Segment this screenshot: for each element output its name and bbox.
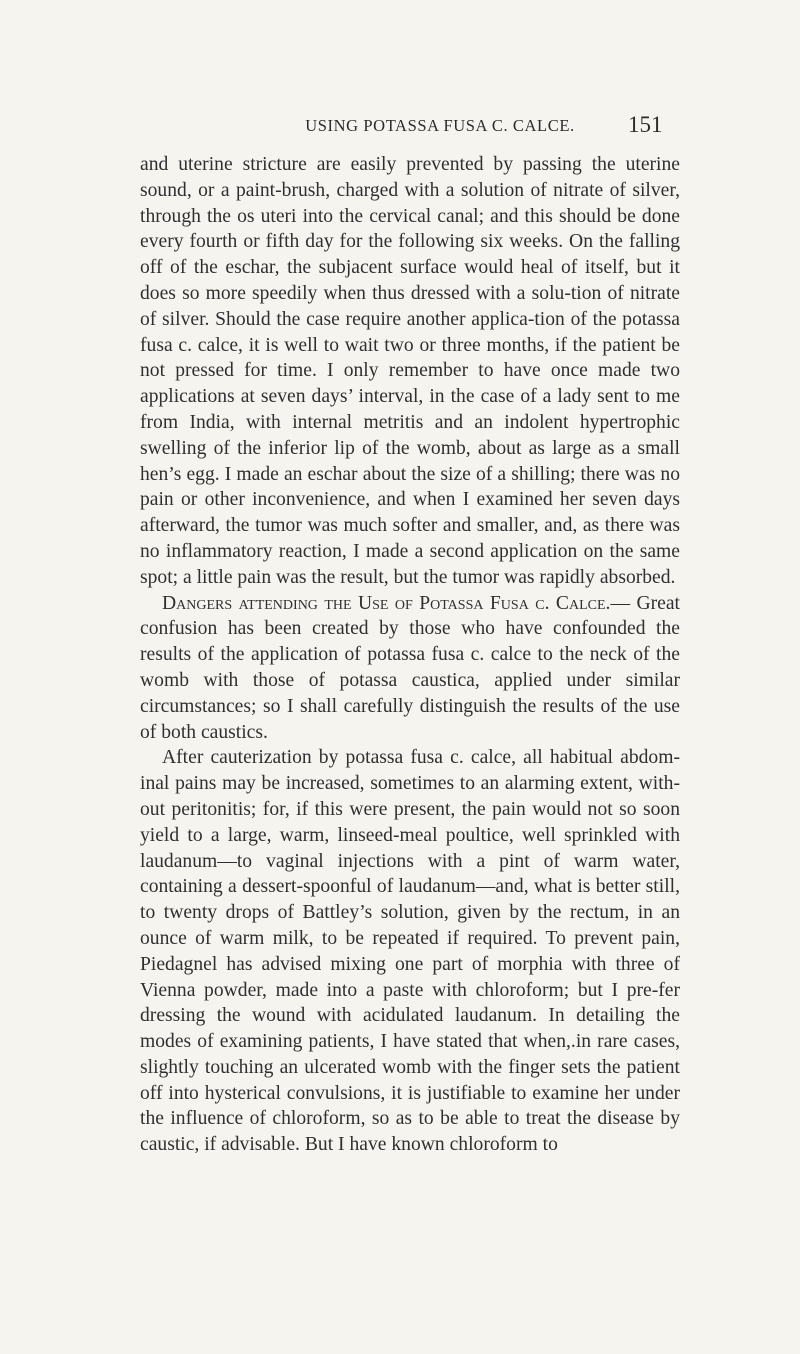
paragraph-continued: and uterine stricture are easily prevented by passing the uterine sound, or a paint-brush, charged with a solution of nitrate of silver, through the os uteri into the cervical canal; and this should be done every fourth or fifth day for the following six weeks. On the falling off of the eschar, the subjacent surface would heal of itself, but it does so more speedily when thus dressed with a solu-tion of nitrate of silver. Should the case require another applica-tion of the potassa fusa c. calce, it is well to wait two or three months, if the patient be not pressed for time. I only remember to have once made two applications at seven days’ interval, in the case of a lady sent to me from India, with internal metritis and an indolent hypertrophic swelling of the inferior lip of the womb, about as large as a small hen’s egg. I made an eschar about the size of a shilling; there was no pain or other inconvenience, and when I examined her seven days afterward, the tumor was much softer and smaller, and, as there was no inflammatory reaction, I made a second application on the same spot; a little pain was the result, but the tumor was rapidly absorbed.: [140, 154, 680, 588]
paragraph-dangers: [140, 591, 680, 746]
section-body: Great confusion has been created by those who have confounded the results of the application of potassa fusa c. calce to the neck of the womb with those of potassa caustica, applied under similar circumstances; so I shall carefully distinguish the results of the use of both caustics.: [140, 592, 680, 743]
paragraph-cauterization: After cauterization by potassa fusa c. calce, all habitual abdom-inal pains may be increased, sometimes to an alarming extent, with-out peritonitis; for, if this were present, the pain would not so soon yield to a large, warm, linseed-meal poultice, well sprinkled with laudanum—to vaginal injections with a pint of warm water, containing a dessert-spoonful of laudanum—and, what is better still, to twenty drops of Battley’s solution, given by the rectum, in an ounce of warm milk, to be repeated if required. To prevent pain, Piedagnel has advised mixing one part of morphia with three of Vienna powder, made into a paste with chloroform; but I pre-fer dressing the wound with acidulated laudanum. In detailing the modes of examining patients, I have stated that when,.in rare cases, slightly touching an ulcerated womb with the finger sets the patient off into hysterical convulsions, it is justifiable to examine her under the influence of chloroform, so as to be able to treat the disease by caustic, if advisable. But I have known chloroform to: [140, 747, 680, 1156]
running-header: USING POTASSA FUSA C. CALCE.: [305, 116, 575, 135]
page-number: 151: [628, 112, 663, 137]
body-text: [140, 152, 680, 1158]
section-heading: Dangers attending the Use of Potassa Fusa c. Calce.—: [162, 592, 631, 614]
